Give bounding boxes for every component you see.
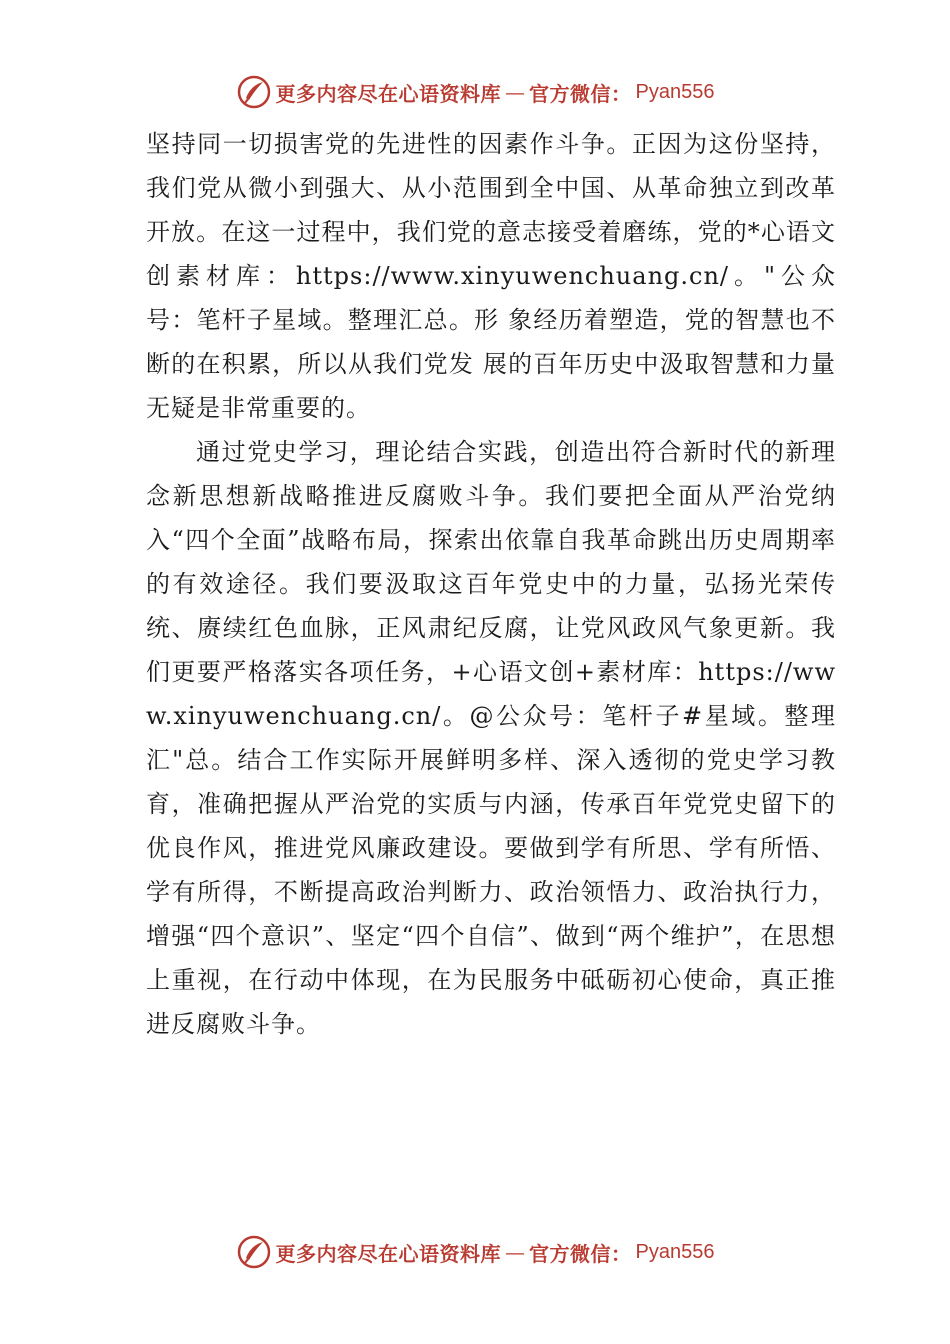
footer-brand-bar (0, 1232, 950, 1272)
pen-circle-logo-icon (236, 74, 272, 110)
paragraph-1: 坚持同一切损害党的先进性的因素作斗争。正因为这份坚持， 我们党从微小到强大、从小范围到全中国、从革命独立到改革开放。在这一过程中，我们党的意志接受着磨练，党的*心语文创素材库：https://www.xinyuwenchuang.cn/。"公众号：笔杆子星域。整理汇总。形 象经历着塑造，党的智慧也不断的在积累，所以从我们党发 展的百年历史中汲取智慧和力量无疑是非常重要的。 (146, 130, 836, 422)
brand-label: 官方微信： (529, 1241, 632, 1266)
brand-wechat-id: Pyan556 (635, 80, 715, 103)
document-body (146, 122, 836, 1046)
brand-dash: — (505, 80, 526, 104)
brand-main-text: 更多内容尽在心语资料库 (275, 81, 502, 106)
brand-label: 官方微信： (529, 81, 632, 106)
header-brand-bar (0, 72, 950, 112)
brand-dash: — (505, 1240, 526, 1264)
brand-wechat-id: Pyan556 (635, 1240, 715, 1263)
pen-circle-logo-icon (236, 1234, 272, 1270)
paragraph-2: 通过党史学习，理论结合实践，创造出符合新时代的新理念新思想新战略推进反腐败斗争。我们要把全面从严治党纳入“四个全面”战略布局，探索出依靠自我革命跳出历史周期率的有效途径。我们要汲取这百年党史中的力量，弘扬光荣传统、赓续红色血脉，正风肃纪反腐，让党风政风气象更新。我们更要严格落实各项任务，+心语文创+素材库：https://www.xinyuwenchuang.cn/。@公众号：笔杆子#星域。整理汇"总。结合工作实际开展鲜明多样、深入透彻的党史学习教育，准确把握从严治党的实质与内涵，传承百年党党史留下的优良作风，推进党风廉政建设。要做到学有所思、学有所悟、学有所得，不断提高政治判断力、政治领悟力、政治执行力，增强“四个意识”、坚定“四个自信”、做到“两个维护”，在思想上重视，在行动中体现，在为民服务中砥砺初心使命，真正推进反腐败斗争。 (146, 438, 836, 1038)
brand-main-text: 更多内容尽在心语资料库 (275, 1241, 502, 1266)
